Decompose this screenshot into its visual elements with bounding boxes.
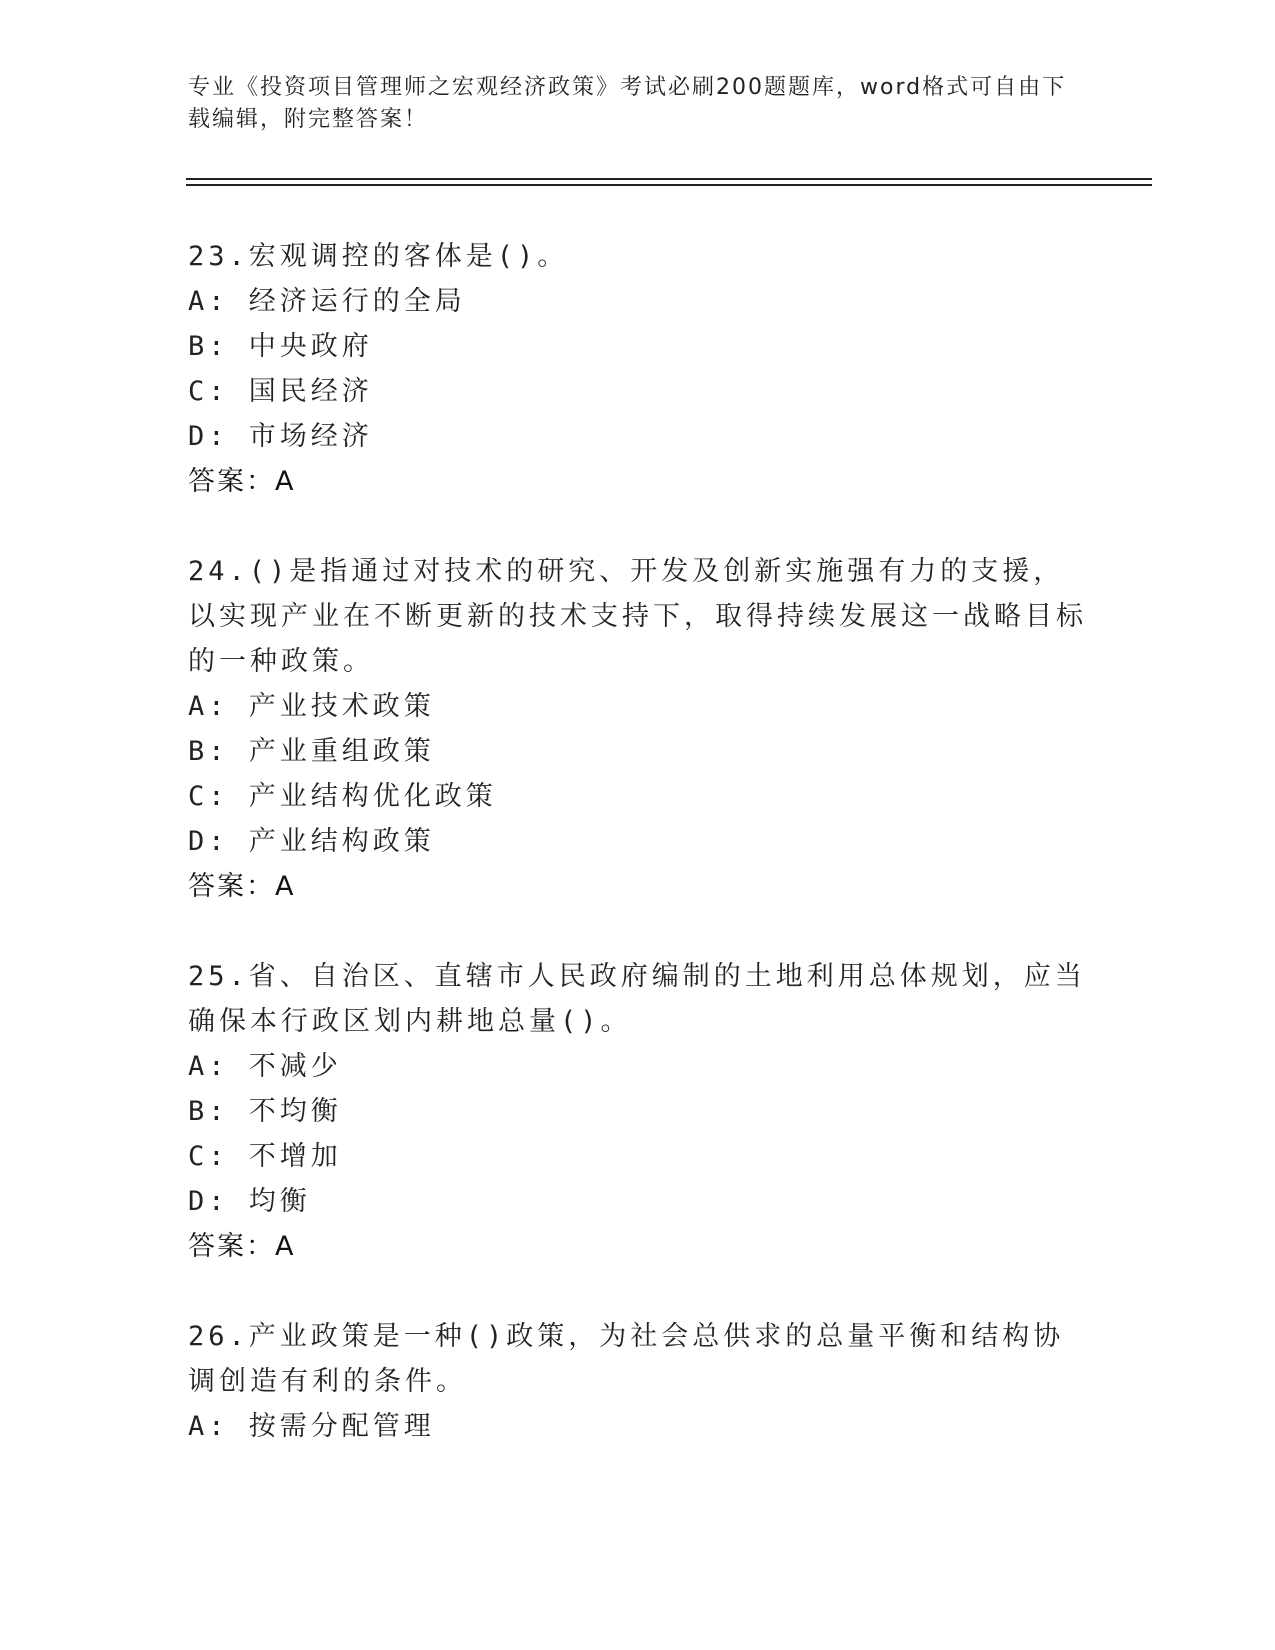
answer: 答案：A (188, 1231, 296, 1262)
option-b: B: 中央政府 (188, 331, 373, 362)
question-26 (188, 1314, 1088, 1449)
option-c: C: 不增加 (188, 1141, 342, 1172)
option-c: C: 国民经济 (188, 376, 373, 407)
option-a: A: 不减少 (188, 1051, 342, 1082)
question-stem: 24.()是指通过对技术的研究、开发及创新实施强有力的支援，以实现产业在不断更新的技术支持下，取得持续发展这一战略目标的一种政策。 (188, 556, 1087, 677)
header-rule-top (186, 178, 1152, 180)
question-24 (188, 549, 1088, 909)
option-a: A: 按需分配管理 (188, 1411, 435, 1442)
answer: 答案：A (188, 871, 296, 902)
question-stem: 25.省、自治区、直辖市人民政府编制的土地利用总体规划，应当确保本行政区划内耕地总量()。 (188, 961, 1086, 1037)
header-rule-bottom (186, 184, 1152, 186)
option-b: B: 不均衡 (188, 1096, 342, 1127)
option-d: D: 均衡 (188, 1186, 311, 1217)
question-stem: 26.产业政策是一种()政策，为社会总供求的总量平衡和结构协调创造有利的条件。 (188, 1321, 1065, 1397)
question-23 (188, 234, 1088, 504)
answer: 答案：A (188, 466, 296, 497)
option-d: D: 市场经济 (188, 421, 373, 452)
option-d: D: 产业结构政策 (188, 826, 435, 857)
question-list (188, 234, 1088, 1494)
option-a: A: 经济运行的全局 (188, 286, 466, 317)
question-stem: 23.宏观调控的客体是()。 (188, 241, 569, 272)
question-25 (188, 954, 1088, 1269)
option-b: B: 产业重组政策 (188, 736, 435, 767)
option-a: A: 产业技术政策 (188, 691, 435, 722)
option-c: C: 产业结构优化政策 (188, 781, 497, 812)
document-header: 专业《投资项目管理师之宏观经济政策》考试必刷200题题库，word格式可自由下载编辑，附完整答案！ (188, 75, 1067, 132)
